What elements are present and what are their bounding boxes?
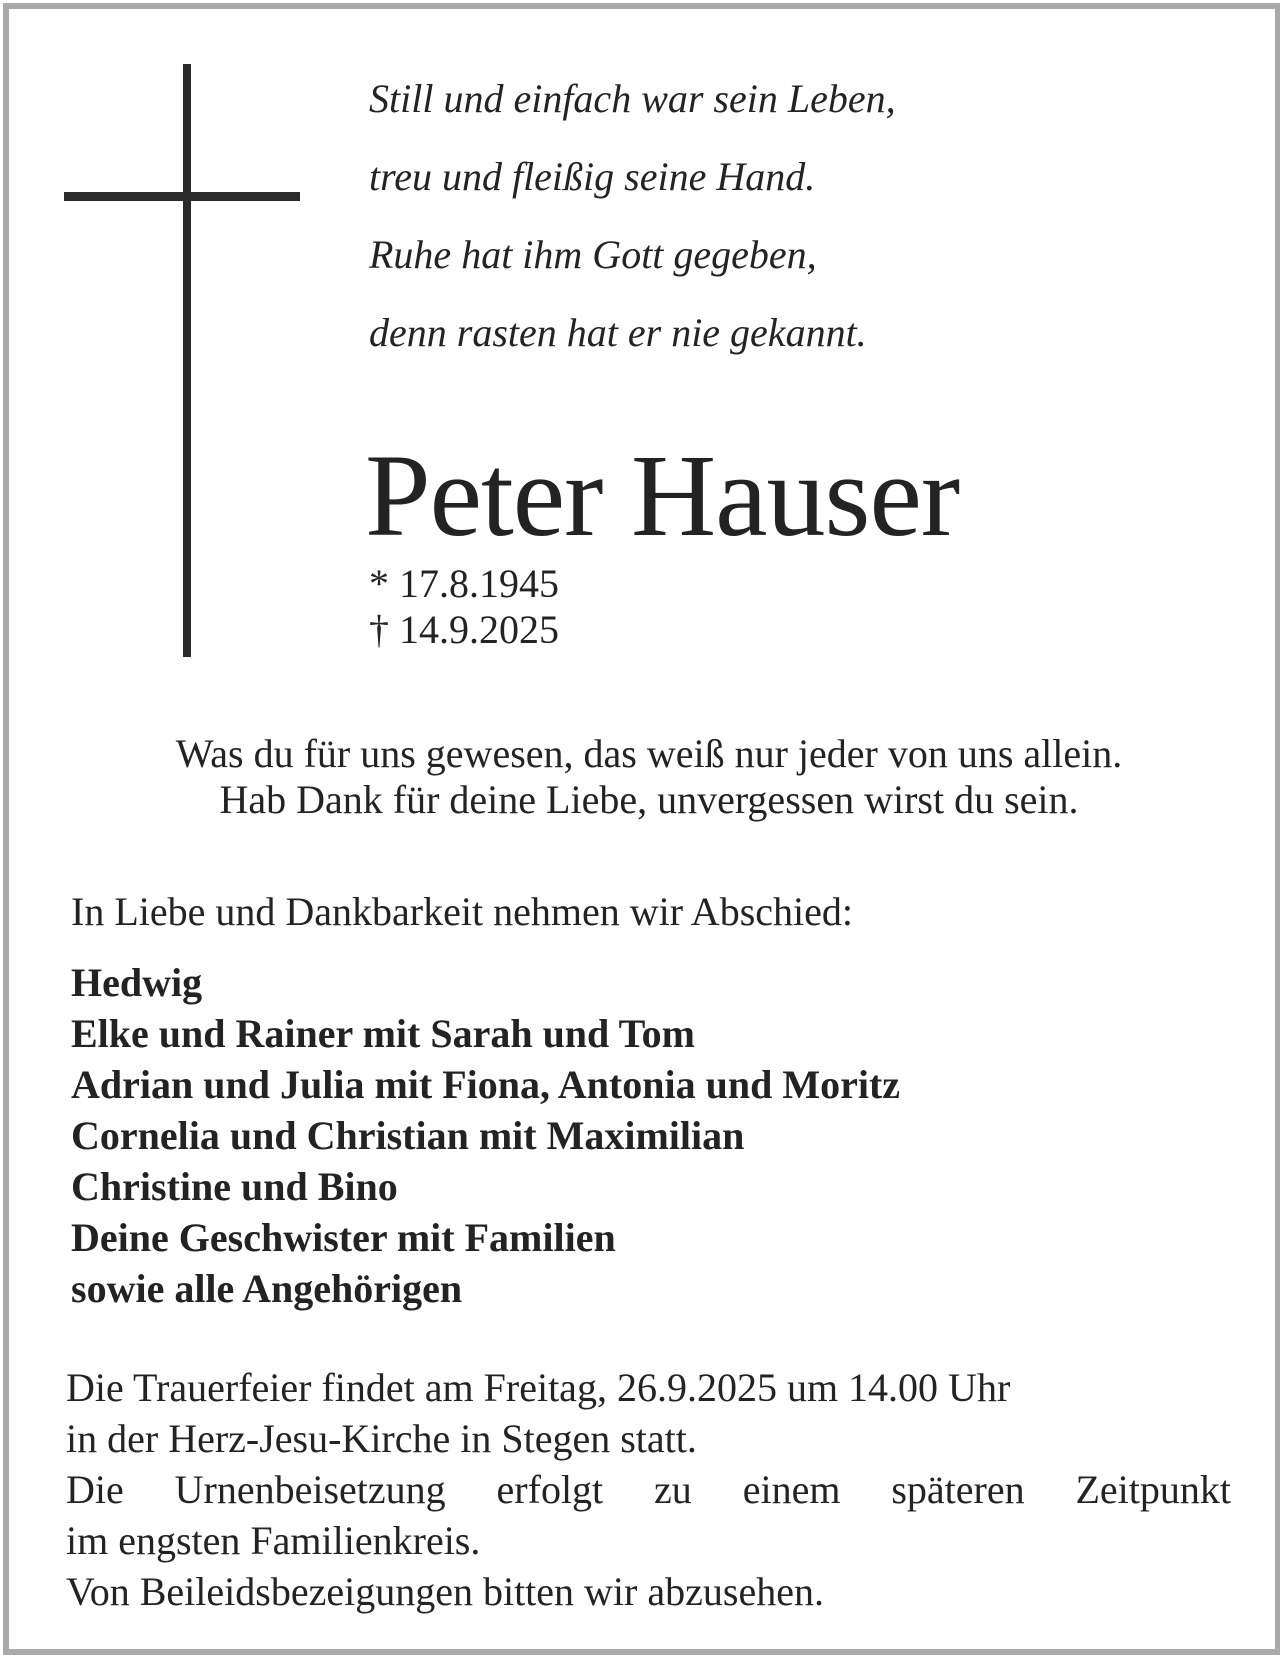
notice-line: in der Herz-Jesu-Kirche in Stegen statt. [66,1416,697,1461]
poem-line: denn rasten hat er nie gekannt. [369,310,867,355]
death-date: † 14.9.2025 [369,607,559,652]
mourner-entry: sowie alle Angehörigen [71,1266,463,1311]
notice-line: Von Beileidsbezeigungen bitten wir abzusehen. [66,1569,824,1614]
verse-line: Was du für uns gewesen, das weiß nur jeder von uns allein. [175,731,1123,776]
mourner-entry: Cornelia und Christian mit Maximilian [71,1113,745,1158]
deceased-name: Peter Hauser [365,430,960,561]
mourner-entry: Hedwig [71,960,203,1005]
cross-icon [64,64,300,657]
poem-line: Still und einfach war sein Leben, [369,76,896,121]
verse-line: Hab Dank für deine Liebe, unvergessen wirst du sein. [219,777,1079,822]
notice-line: Die Trauerfeier findet am Freitag, 26.9.2025 um 14.00 Uhr [66,1365,1011,1410]
notice-line: im engsten Familienkreis. [66,1518,481,1563]
obituary-frame [3,3,1280,1655]
farewell-intro: In Liebe und Dankbarkeit nehmen wir Abschied: [71,889,853,934]
life-dates [369,561,559,653]
poem-line: Ruhe hat ihm Gott gegeben, [369,232,817,277]
cross-horizontal-beam [64,192,300,201]
birth-date: * 17.8.1945 [369,561,559,606]
notice-line: Die Urnenbeisetzung erfolgt zu einem späteren Zeitpunkt [66,1467,1231,1512]
mourner-entry: Elke und Rainer mit Sarah und Tom [71,1011,695,1056]
cross-vertical-beam [183,64,191,657]
memorial-verse [9,731,1280,823]
mourners-list [71,957,900,1314]
mourner-entry: Deine Geschwister mit Familien [71,1215,616,1260]
mourner-entry: Adrian und Julia mit Fiona, Antonia und Moritz [71,1062,901,1107]
poem-line: treu und fleißig seine Hand. [369,154,816,199]
funeral-notice [66,1362,1231,1617]
mourner-entry: Christine und Bino [71,1164,398,1209]
